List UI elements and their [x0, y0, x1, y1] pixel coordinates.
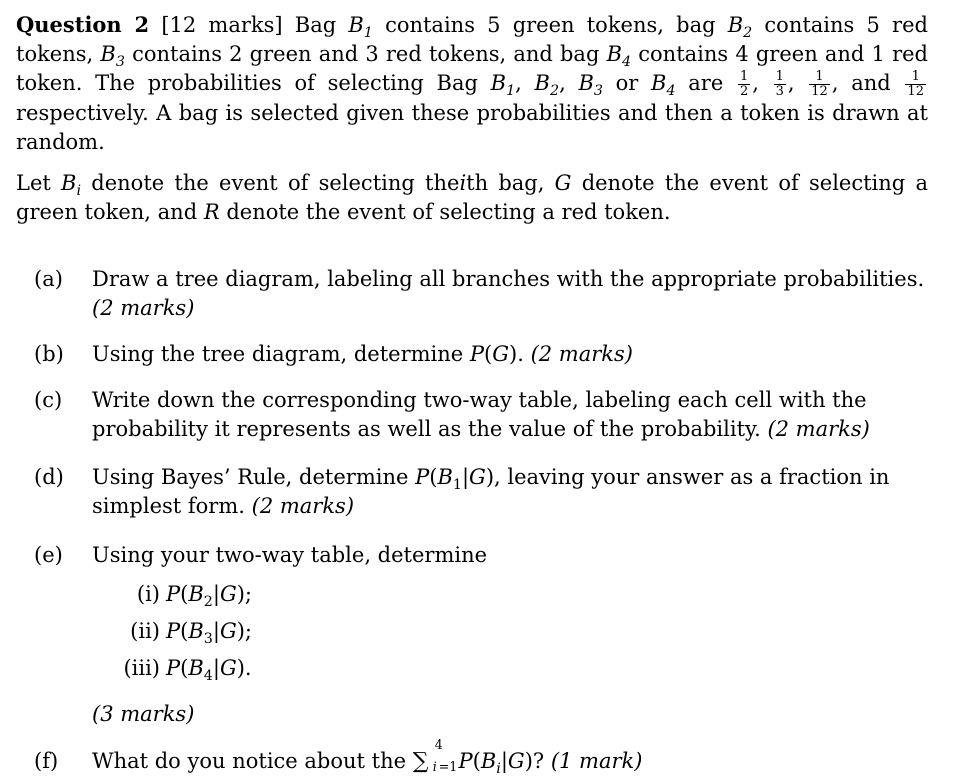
part-f: (f) What do you notice about the ∑ 4 i =1 $P(B_i|G)$? (1 mark): [16, 747, 928, 776]
bag-b4: $B_4$: [651, 71, 676, 100]
sub-item-i: (i) $P(B_2|G)$;: [136, 581, 252, 610]
part-label: (d): [34, 464, 64, 489]
intro-text: respectively. A bag is selected given these probabilities and then a token is drawn at random.: [16, 100, 928, 154]
marks: (2 marks): [530, 341, 633, 366]
marks: (3 marks): [92, 701, 195, 726]
question-document: [16, 10, 928, 776]
part-b: (b) Using the tree diagram, determine P(G). (2 marks): [16, 340, 928, 369]
part-label: (c): [34, 387, 63, 412]
part-label: (e): [34, 542, 63, 567]
summation-symbol: ∑ 4 i =1: [412, 736, 458, 774]
intro-text: are: [688, 71, 724, 95]
definition-paragraph: Let $B_i$ denote the event of selecting theith bag, G denote the event of selecting a green token, and R denote the event of selecting a red token.: [16, 170, 928, 224]
marks: (2 marks): [92, 295, 195, 320]
intro-text: contains 4 green and 1 red token. The probabilities of selecting Bag: [16, 42, 928, 95]
intro-paragraph: Question 2 [12 marks] Bag $B_1$ contains 5 green tokens, bag $B_2$ contains 5 red tokens, $B_3$ contains 2 green and 3 red tokens, and bag $B_4$ contains 4 green and 1 red token. The probabilities of selecting Bag $B_1$, $B_2$, $B_3$ or $B_4$ are $\frac{1}{2}$ , $\frac{1}{3}$ , $\frac{1}{12}$ , and $\frac{1}{12}$ respectively. A bag is selected given these probabilities and then a token is drawn at random.: [16, 12, 928, 154]
intro-text: contains 5 red tokens,: [16, 13, 928, 66]
prob-fraction-b3: $\frac{1}{12}$: [811, 69, 828, 99]
intro-text: contains 5 green tokens, bag: [385, 13, 716, 37]
prob-fraction-b4: $\frac{1}{12}$: [907, 69, 924, 99]
prob-fraction-b2: $\frac{1}{3}$: [775, 69, 784, 99]
sub-item-iii: (iii) $P(B_4|G)$.: [123, 655, 252, 684]
marks: (2 marks): [767, 416, 870, 441]
intro-text: Bag: [294, 13, 337, 37]
bag-b1: $B_1$: [348, 13, 373, 42]
bag-b3: $B_3$: [100, 42, 125, 71]
bag-b4: $B_4$: [606, 42, 632, 71]
part-label: (f): [34, 748, 59, 773]
bag-b2: $B_2$: [727, 13, 753, 42]
intro-text: and: [851, 71, 891, 95]
question-heading: Question 2: [16, 12, 150, 37]
part-label: (b): [34, 341, 64, 366]
total-marks: [12 marks]: [161, 13, 283, 37]
prob-fraction-b1: $\frac{1}{2}$: [739, 69, 749, 99]
bag-b1: $B_1$: [490, 71, 516, 100]
bag-b3: $B_3$: [578, 71, 603, 100]
intro-text: contains 2 green and 3 red tokens, and bag: [132, 42, 600, 66]
intro-text: or: [615, 71, 639, 95]
part-a: (a) Draw a tree diagram, labeling all branches with the appropriate probabilities. (2 marks): [16, 265, 928, 323]
part-c: (c) Write down the corresponding two-way table, labeling each cell with the probability it represents as well as the value of the probability. (2 marks): [16, 386, 928, 444]
marks: (1 mark): [550, 748, 643, 773]
part-label: (a): [34, 266, 63, 291]
bag-b2: $B_2$: [534, 71, 560, 100]
part-d: (d) Using Bayes’ Rule, determine $P(B_1|G)$, leaving your answer as a fraction in simplest form. (2 marks): [16, 463, 928, 521]
marks: (2 marks): [251, 493, 355, 518]
part-e: (e) Using your two-way table, determine (i) $P(B_2|G)$; (ii) $P(B_3|G)$; (iii) $P(B_4|G)$. (3 marks): [16, 541, 928, 729]
sub-item-ii: (ii) $P(B_3|G)$;: [130, 618, 252, 647]
